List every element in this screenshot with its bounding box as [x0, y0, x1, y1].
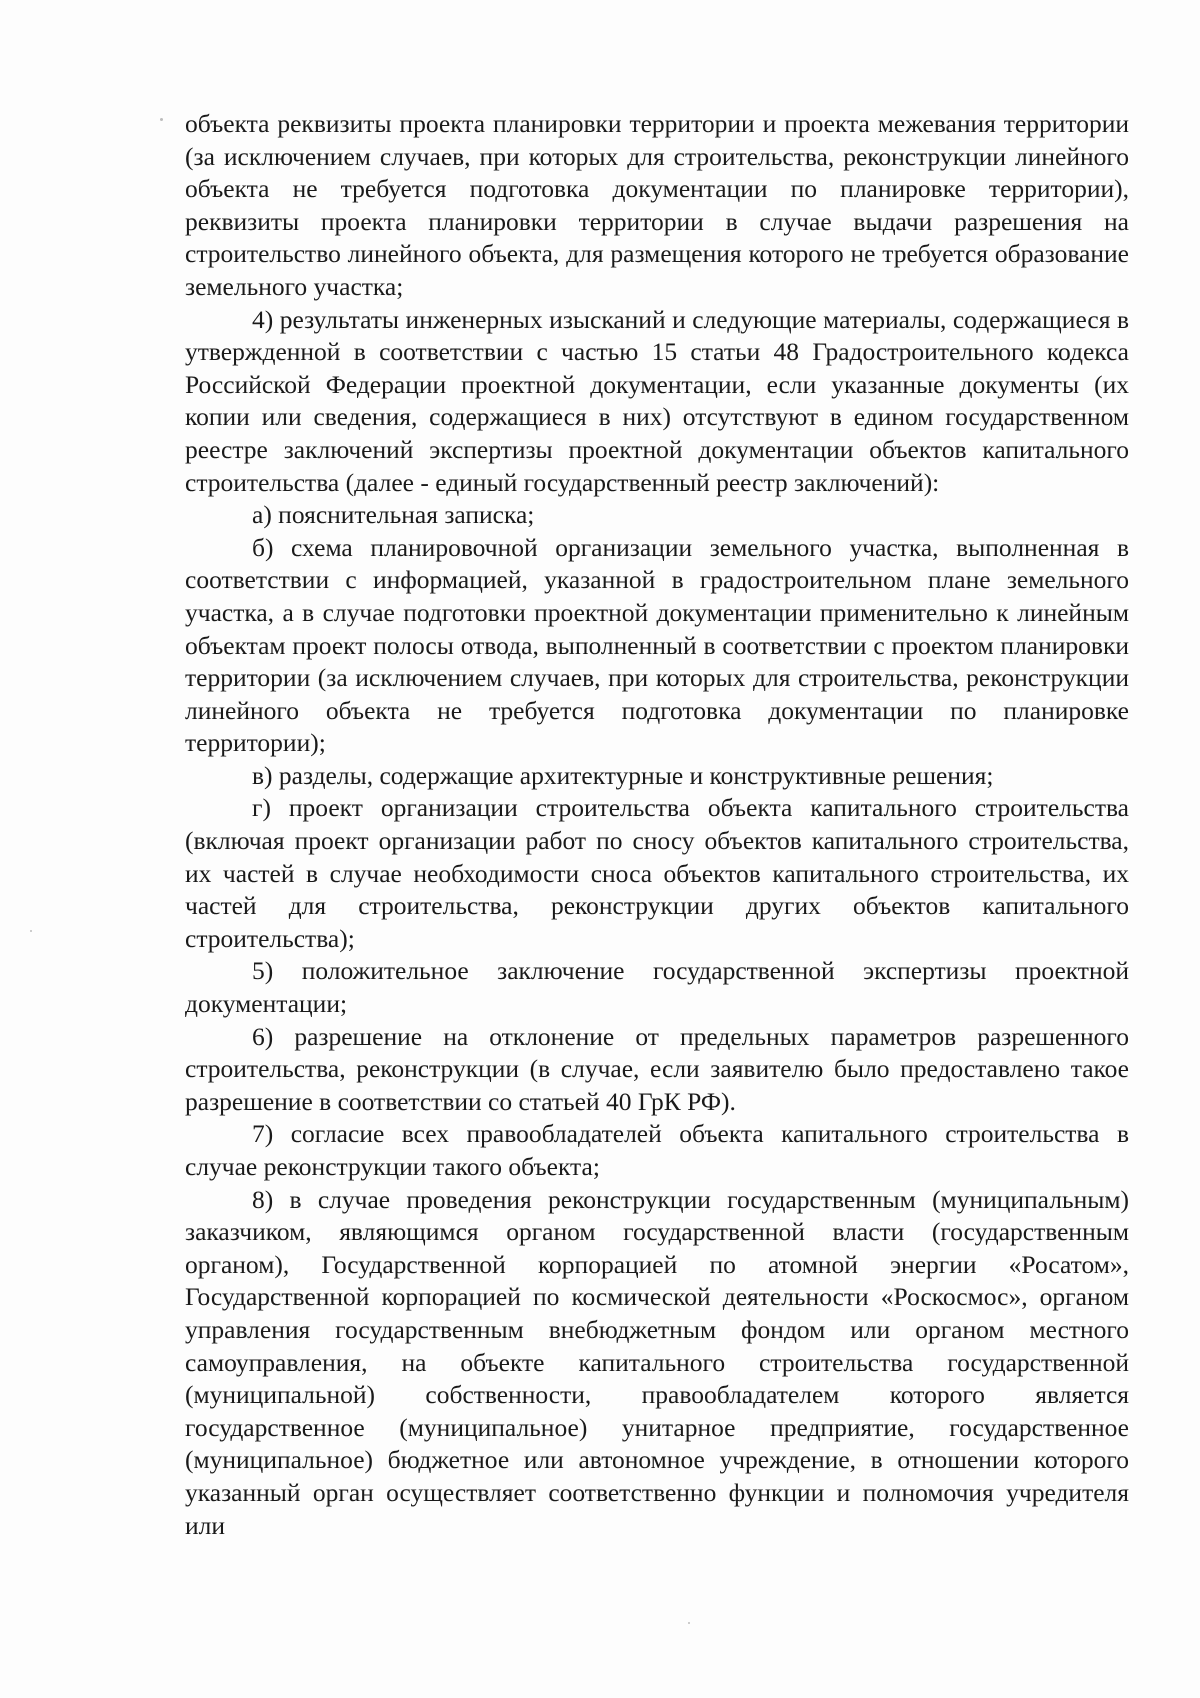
paragraph-item-8: 8) в случае проведения реконструкции государственным (муниципальным) заказчиком, являющимся органом государственной власти (государственным органом), Государственной корпорацией по атомной энергии «Росатом», Государственной корпорацией по космической деятельности «Роскосмос», органом управления государственным внебюджетным фондом или органом местного самоуправления, на объекте капитального строительства государственной (муниципальной) собственности, правообладателем которого является государственное (муниципальное) унитарное предприятие, государственное (муниципальное) бюджетное или автономное учреждение, в отношении которого указанный орган осуществляет соответственно функции и полномочия учредителя или: [185, 1184, 1129, 1540]
paragraph-item-7: 7) согласие всех правообладателей объекта капитального строительства в случае реконструкции такого объекта;: [185, 1119, 1129, 1181]
scan-speck: [30, 930, 32, 932]
scan-speck: [160, 118, 163, 121]
scan-speck: [688, 1622, 690, 1624]
paragraph-subitem-b: б) схема планировочной организации земельного участка, выполненная в соответствии с информацией, указанной в градостроительном плане земельного участка, а в случае подготовки проектной документации применительно к линейным объектам проект полосы отвода, выполненный в соответствии с проектом планировки территории (за исключением случаев, при которых для строительства, реконструкции линейного объекта не требуется подготовка документации по планировке территории);: [185, 532, 1129, 758]
document-body: [185, 108, 1129, 1542]
paragraph-item-6: 6) разрешение на отклонение от предельных параметров разрешенного строительства, реконструкции (в случае, если заявителю было предоставлено такое разрешение в соответствии со статьей 40 ГрК РФ).: [185, 1021, 1129, 1116]
paragraph-subitem-v: в) разделы, содержащие архитектурные и конструктивные решения;: [252, 760, 994, 790]
paragraph-item-4: 4) результаты инженерных изысканий и следующие материалы, содержащиеся в утвержденной в соответствии с частью 15 статьи 48 Градостроительного кодекса Российской Федерации проектной документации, если указанные документы (их копии или сведения, содержащиеся в них) отсутствуют в едином государственном реестре заключений экспертизы проектной документации объектов капитального строительства (далее - единый государственный реестр заключений):: [185, 304, 1129, 497]
paragraph-item-5: 5) положительное заключение государственной экспертизы проектной документации;: [185, 956, 1129, 1019]
paragraph-subitem-g: г) проект организации строительства объекта капитального строительства (включая проект организации работ по сносу объектов капитального строительства, их частей в случае необходимости сноса объектов капитального строительства, их частей для строительства, реконструкции других объектов капитального строительства);: [185, 793, 1129, 953]
paragraph-subitem-a: а) пояснительная записка;: [252, 500, 535, 530]
paragraph-continuation: объекта реквизиты проекта планировки территории и проекта межевания территории (за исключением случаев, при которых для строительства, реконструкции линейного объекта не требуется подготовка документации по планировке территории), реквизиты проекта планировки территории в случае выдачи разрешения на строительство линейного объекта, для размещения которого не требуется образование земельного участка;: [185, 109, 1129, 301]
